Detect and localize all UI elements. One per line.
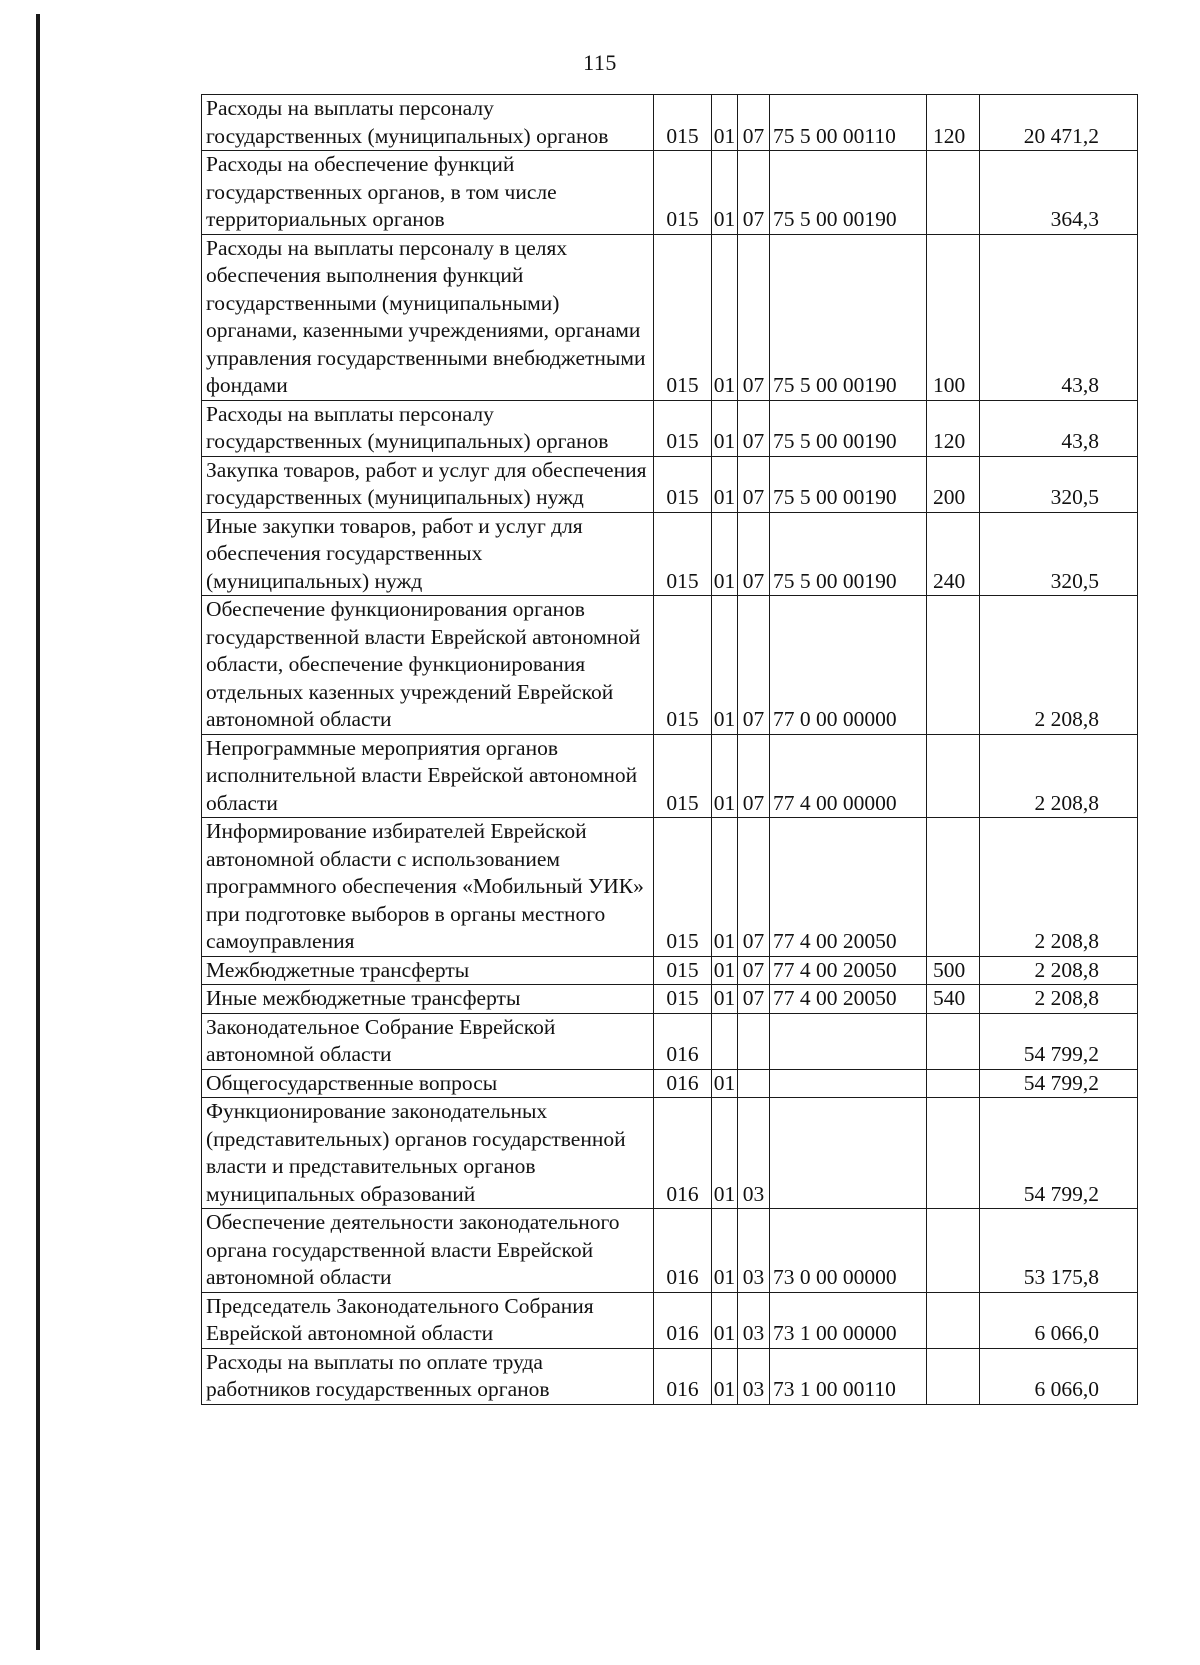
row-csr: 77 4 00 20050: [770, 985, 927, 1014]
row-vr: [927, 596, 980, 735]
table-row: [202, 1069, 1138, 1098]
row-sum: 364,3: [980, 151, 1138, 235]
row-ved: 016: [654, 1348, 712, 1404]
row-rz: 01: [712, 1348, 738, 1404]
row-pr: 07: [738, 734, 770, 818]
row-name: Иные закупки товаров, работ и услуг для обеспечения государственных (муниципальных) нужд: [202, 512, 654, 596]
row-pr: 03: [738, 1292, 770, 1348]
table-row: [202, 1098, 1138, 1209]
row-csr: [770, 1069, 927, 1098]
row-rz: 01: [712, 95, 738, 151]
table-row: [202, 95, 1138, 151]
row-sum: 2 208,8: [980, 985, 1138, 1014]
row-rz: 01: [712, 400, 738, 456]
row-ved: 016: [654, 1069, 712, 1098]
row-ved: 015: [654, 400, 712, 456]
row-vr: 100: [927, 234, 980, 400]
row-vr: 120: [927, 400, 980, 456]
row-ved: 015: [654, 512, 712, 596]
row-sum: 320,5: [980, 456, 1138, 512]
row-vr: [927, 1098, 980, 1209]
table-row: [202, 1348, 1138, 1404]
table-row: [202, 818, 1138, 957]
budget-table-body: [202, 95, 1138, 1405]
table-row: [202, 1013, 1138, 1069]
row-csr: 75 5 00 00190: [770, 456, 927, 512]
row-name: Законодательное Собрание Еврейской автономной области: [202, 1013, 654, 1069]
row-name: Иные межбюджетные трансферты: [202, 985, 654, 1014]
table-row: [202, 400, 1138, 456]
row-name: Расходы на выплаты персоналу в целях обеспечения выполнения функций государственными (муниципальными) органами, казенными учреждениями, органами управления государственными внебюджетными фондами: [202, 234, 654, 400]
row-pr: 03: [738, 1348, 770, 1404]
budget-table: [201, 94, 1138, 1405]
row-rz: 01: [712, 1209, 738, 1293]
row-name: Расходы на выплаты персоналу государственных (муниципальных) органов: [202, 400, 654, 456]
row-pr: [738, 1069, 770, 1098]
row-pr: 07: [738, 234, 770, 400]
row-csr: 77 0 00 00000: [770, 596, 927, 735]
row-csr: 73 0 00 00000: [770, 1209, 927, 1293]
row-vr: 500: [927, 956, 980, 985]
row-name: Функционирование законодательных (представительных) органов государственной власти и представительных органов муниципальных образований: [202, 1098, 654, 1209]
page-number: 115: [583, 50, 617, 75]
row-rz: 01: [712, 151, 738, 235]
row-name: Председатель Законодательного Собрания Еврейской автономной области: [202, 1292, 654, 1348]
row-sum: 53 175,8: [980, 1209, 1138, 1293]
row-sum: 2 208,8: [980, 596, 1138, 735]
table-row: [202, 512, 1138, 596]
row-csr: 73 1 00 00000: [770, 1292, 927, 1348]
row-sum: 20 471,2: [980, 95, 1138, 151]
row-ved: 016: [654, 1013, 712, 1069]
table-row: [202, 1209, 1138, 1293]
row-vr: [927, 1209, 980, 1293]
row-pr: 07: [738, 95, 770, 151]
row-sum: 2 208,8: [980, 734, 1138, 818]
row-vr: 200: [927, 456, 980, 512]
row-sum: 2 208,8: [980, 956, 1138, 985]
row-ved: 015: [654, 818, 712, 957]
row-vr: 240: [927, 512, 980, 596]
row-pr: 07: [738, 400, 770, 456]
row-ved: 016: [654, 1098, 712, 1209]
row-ved: 016: [654, 1292, 712, 1348]
row-vr: 120: [927, 95, 980, 151]
table-row: [202, 956, 1138, 985]
table-row: [202, 985, 1138, 1014]
row-rz: 01: [712, 734, 738, 818]
table-row: [202, 234, 1138, 400]
row-name: Непрограммные мероприятия органов исполнительной власти Еврейской автономной области: [202, 734, 654, 818]
row-rz: 01: [712, 818, 738, 957]
row-csr: 75 5 00 00190: [770, 512, 927, 596]
row-sum: 54 799,2: [980, 1098, 1138, 1209]
row-vr: [927, 151, 980, 235]
table-row: [202, 734, 1138, 818]
row-sum: 6 066,0: [980, 1348, 1138, 1404]
row-name: Расходы на обеспечение функций государственных органов, в том числе территориальных органов: [202, 151, 654, 235]
row-pr: 07: [738, 818, 770, 957]
row-csr: 75 5 00 00190: [770, 400, 927, 456]
row-csr: 73 1 00 00110: [770, 1348, 927, 1404]
row-vr: [927, 1069, 980, 1098]
row-ved: 015: [654, 95, 712, 151]
row-name: Закупка товаров, работ и услуг для обеспечения государственных (муниципальных) нужд: [202, 456, 654, 512]
row-ved: 015: [654, 151, 712, 235]
row-name: Обеспечение функционирования органов государственной власти Еврейской автономной области, обеспечение функционирования отдельных казенных учреждений Еврейской автономной области: [202, 596, 654, 735]
row-rz: 01: [712, 596, 738, 735]
row-rz: 01: [712, 512, 738, 596]
row-name: Информирование избирателей Еврейской автономной области с использованием программного обеспечения «Мобильный УИК» при подготовке выборов в органы местного самоуправления: [202, 818, 654, 957]
row-rz: 01: [712, 956, 738, 985]
row-csr: [770, 1013, 927, 1069]
row-rz: 01: [712, 985, 738, 1014]
row-pr: 03: [738, 1209, 770, 1293]
row-pr: 07: [738, 956, 770, 985]
row-vr: [927, 1013, 980, 1069]
row-pr: [738, 1013, 770, 1069]
row-csr: 77 4 00 20050: [770, 956, 927, 985]
row-ved: 015: [654, 734, 712, 818]
row-csr: 75 5 00 00190: [770, 151, 927, 235]
row-sum: 43,8: [980, 400, 1138, 456]
row-name: Обеспечение деятельности законодательного органа государственной власти Еврейской автономной области: [202, 1209, 654, 1293]
row-vr: [927, 734, 980, 818]
row-ved: 016: [654, 1209, 712, 1293]
row-vr: [927, 1348, 980, 1404]
row-pr: 07: [738, 596, 770, 735]
left-margin-rule: [36, 14, 40, 1650]
row-vr: [927, 818, 980, 957]
row-sum: 54 799,2: [980, 1069, 1138, 1098]
row-name: Межбюджетные трансферты: [202, 956, 654, 985]
row-csr: 77 4 00 20050: [770, 818, 927, 957]
table-row: [202, 151, 1138, 235]
row-pr: 07: [738, 985, 770, 1014]
row-pr: 07: [738, 456, 770, 512]
row-ved: 015: [654, 985, 712, 1014]
row-csr: 75 5 00 00110: [770, 95, 927, 151]
row-ved: 015: [654, 596, 712, 735]
row-name: Общегосударственные вопросы: [202, 1069, 654, 1098]
row-csr: 75 5 00 00190: [770, 234, 927, 400]
row-name: Расходы на выплаты по оплате труда работников государственных органов: [202, 1348, 654, 1404]
row-sum: 2 208,8: [980, 818, 1138, 957]
row-rz: 01: [712, 1292, 738, 1348]
row-pr: 07: [738, 151, 770, 235]
row-pr: 07: [738, 512, 770, 596]
row-ved: 015: [654, 234, 712, 400]
row-rz: 01: [712, 234, 738, 400]
row-rz: 01: [712, 456, 738, 512]
row-sum: 54 799,2: [980, 1013, 1138, 1069]
row-rz: 01: [712, 1069, 738, 1098]
row-ved: 015: [654, 956, 712, 985]
row-vr: 540: [927, 985, 980, 1014]
row-pr: 03: [738, 1098, 770, 1209]
row-csr: [770, 1098, 927, 1209]
row-sum: 43,8: [980, 234, 1138, 400]
row-rz: [712, 1013, 738, 1069]
row-rz: 01: [712, 1098, 738, 1209]
row-ved: 015: [654, 456, 712, 512]
row-csr: 77 4 00 00000: [770, 734, 927, 818]
row-sum: 6 066,0: [980, 1292, 1138, 1348]
table-row: [202, 1292, 1138, 1348]
table-row: [202, 456, 1138, 512]
row-sum: 320,5: [980, 512, 1138, 596]
table-row: [202, 596, 1138, 735]
row-name: Расходы на выплаты персоналу государственных (муниципальных) органов: [202, 95, 654, 151]
row-vr: [927, 1292, 980, 1348]
